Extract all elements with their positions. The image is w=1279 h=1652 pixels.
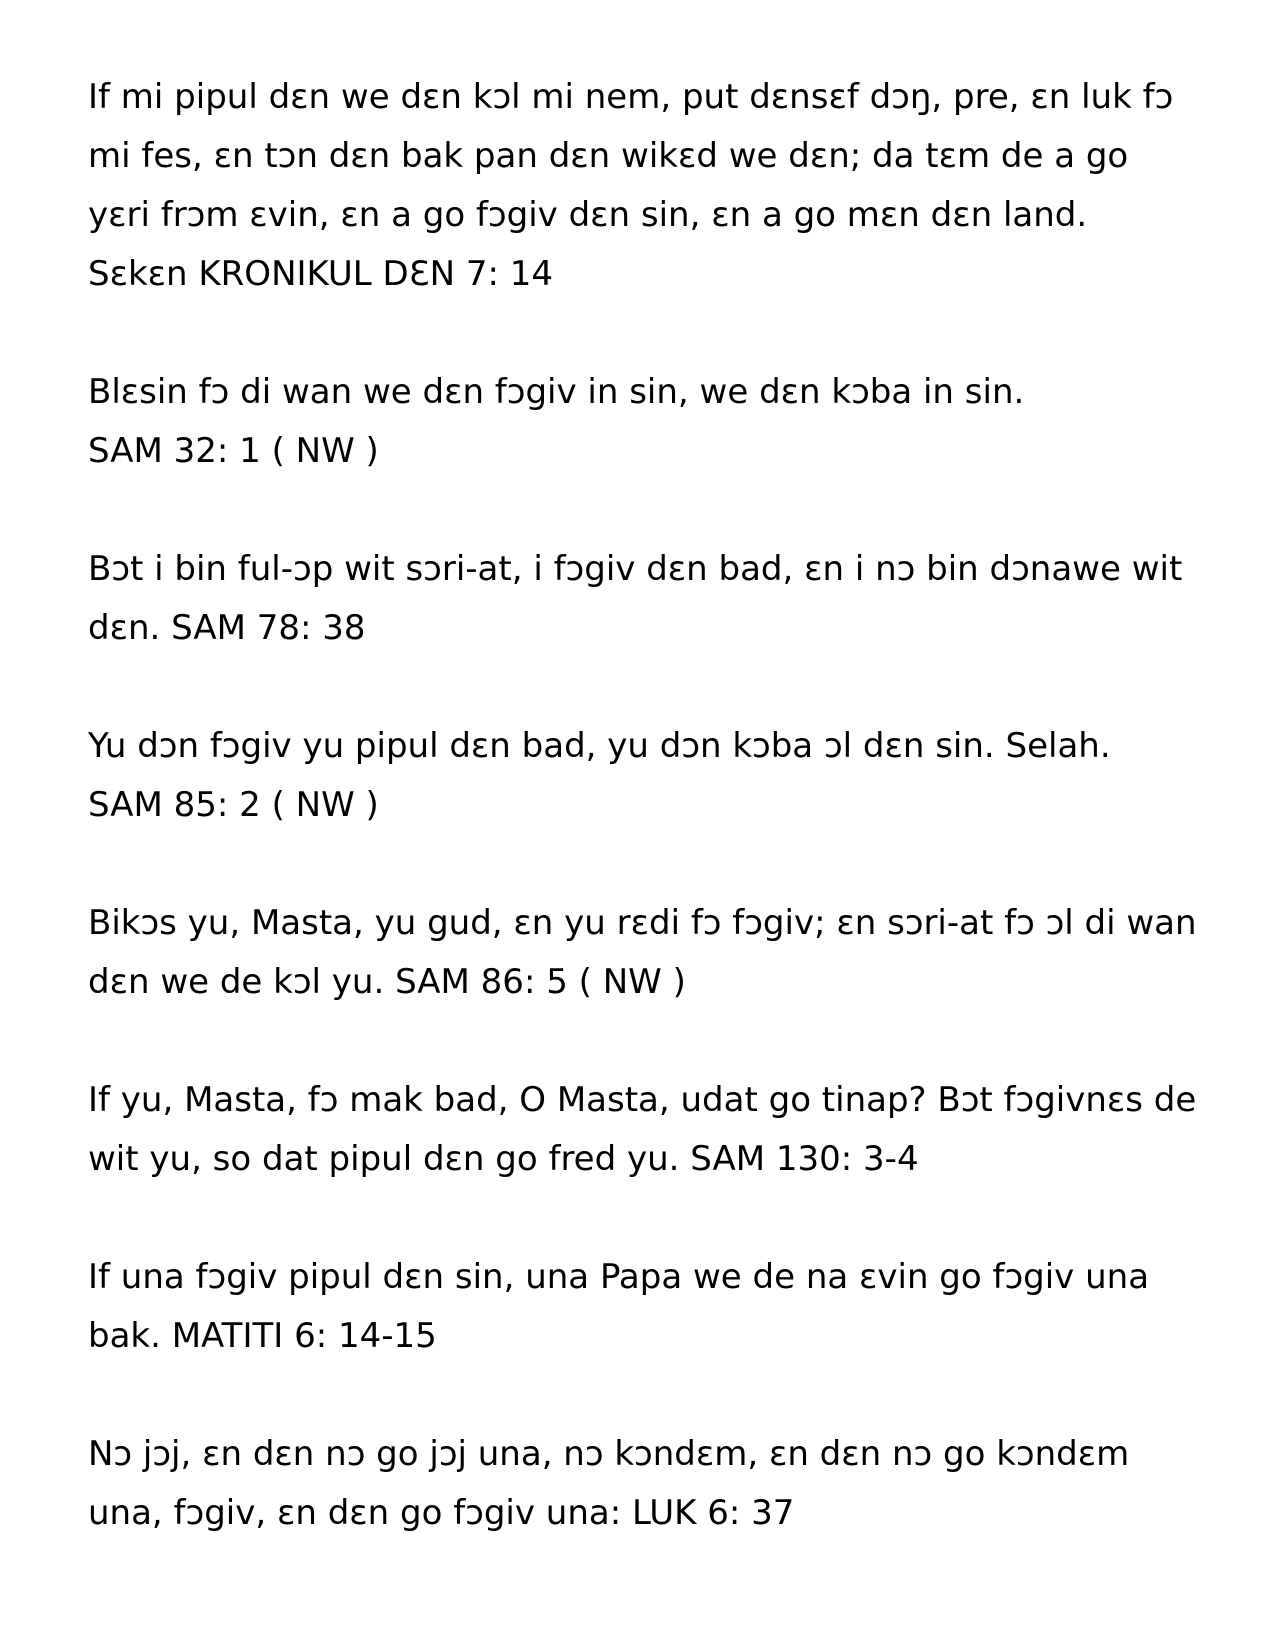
verse-block — [88, 1071, 1208, 1189]
verse-block — [88, 1425, 1208, 1543]
verse-line: If yu, Masta, fɔ mak bad, O Masta, udat go tinap? Bɔt fɔgivnɛs de — [88, 1080, 1197, 1120]
verse-line: yɛri frɔm ɛvin, ɛn a go fɔgiv dɛn sin, ɛn a go mɛn dɛn land. — [88, 195, 1088, 235]
verse-line: If mi pipul dɛn we dɛn kɔl mi nem, put dɛnsɛf dɔŋ, pre, ɛn luk fɔ — [88, 77, 1174, 117]
verse-block — [88, 540, 1208, 658]
verse-reference: Sɛkɛn KRONIKUL DƐN 7: 14 — [88, 254, 554, 294]
verse-line: Blɛsin fɔ di wan we dɛn fɔgiv in sin, we dɛn kɔba in sin. — [88, 372, 1025, 412]
verse-reference: SAM 32: 1 ( NW ) — [88, 431, 379, 471]
verse-line: Bikɔs yu, Masta, yu gud, ɛn yu rɛdi fɔ fɔgiv; ɛn sɔri-at fɔ ɔl di wan — [88, 903, 1197, 943]
verse-reference: SAM 85: 2 ( NW ) — [88, 785, 379, 825]
verse-line: Nɔ jɔj, ɛn dɛn nɔ go jɔj una, nɔ kɔndɛm, ɛn dɛn nɔ go kɔndɛm — [88, 1434, 1130, 1474]
verse-line: una, fɔgiv, ɛn dɛn go fɔgiv una: LUK 6: 37 — [88, 1493, 795, 1533]
verse-block — [88, 717, 1208, 835]
verse-line: wit yu, so dat pipul dɛn go fred yu. SAM 130: 3-4 — [88, 1139, 919, 1179]
document-page — [88, 68, 1208, 1602]
verse-line: mi fes, ɛn tɔn dɛn bak pan dɛn wikɛd we dɛn; da tɛm de a go — [88, 136, 1129, 176]
verse-block — [88, 363, 1208, 481]
verse-line: dɛn we de kɔl yu. SAM 86: 5 ( NW ) — [88, 962, 686, 1002]
verse-line: If una fɔgiv pipul dɛn sin, una Papa we de na ɛvin go fɔgiv una — [88, 1257, 1150, 1297]
verse-line: Bɔt i bin ful-ɔp wit sɔri-at, i fɔgiv dɛn bad, ɛn i nɔ bin dɔnawe wit — [88, 549, 1183, 589]
verse-line: bak. MATITI 6: 14-15 — [88, 1316, 437, 1356]
verse-block — [88, 894, 1208, 1012]
verse-line: dɛn. SAM 78: 38 — [88, 608, 366, 648]
verse-line: Yu dɔn fɔgiv yu pipul dɛn bad, yu dɔn kɔba ɔl dɛn sin. Selah. — [88, 726, 1111, 766]
verse-block — [88, 68, 1208, 304]
verse-block — [88, 1248, 1208, 1366]
